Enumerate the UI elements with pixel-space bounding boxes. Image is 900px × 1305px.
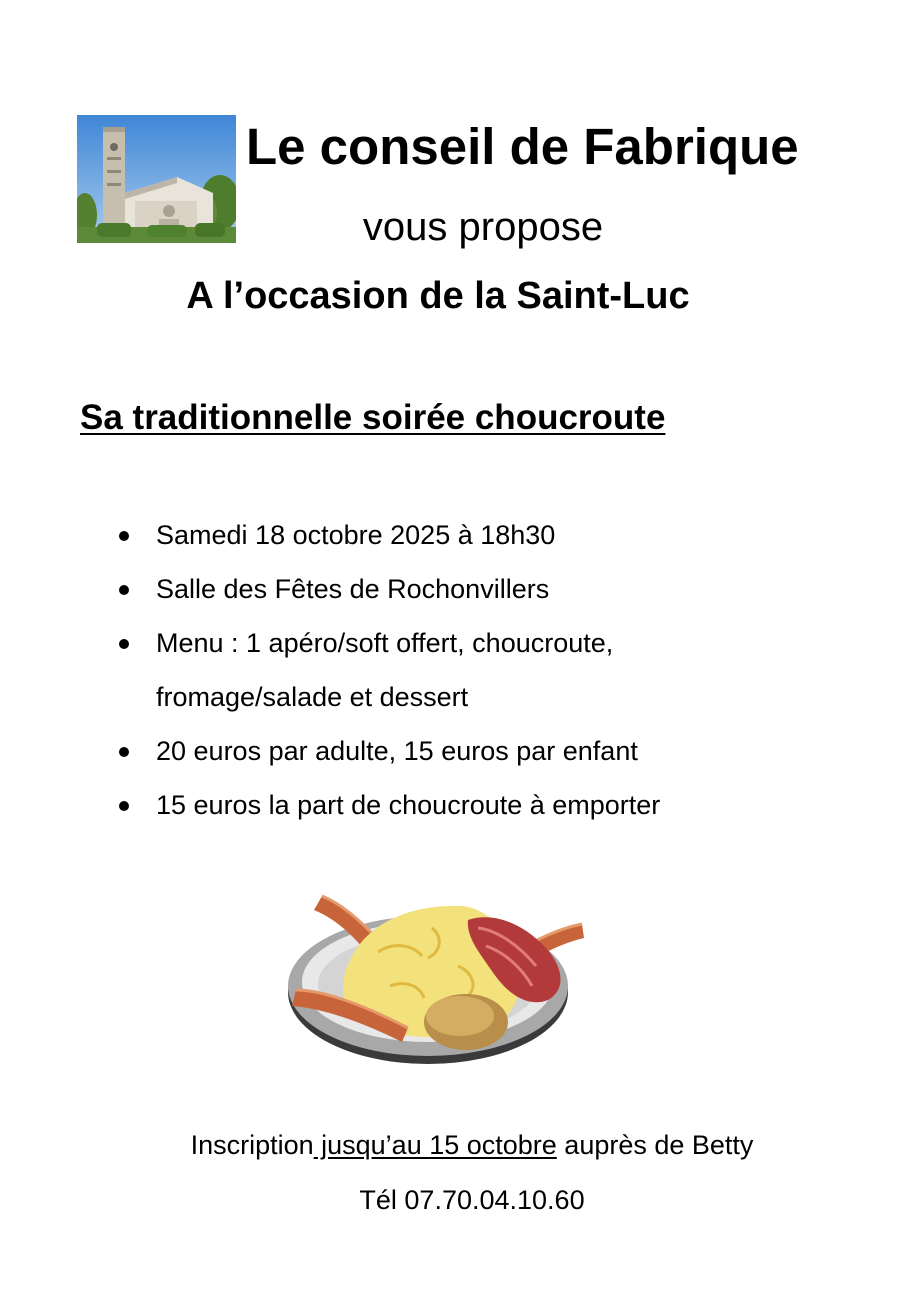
list-item	[0, 724, 736, 778]
event-takeaway: 15 euros la part de choucroute à emporter	[156, 790, 661, 820]
event-venue: Salle des Fêtes de Rochonvillers	[156, 574, 550, 604]
bullet-icon	[119, 801, 129, 811]
choucroute-plate-illustration	[282, 882, 592, 1072]
registration-info	[0, 1127, 900, 1163]
page-title: Le conseil de Fabrique	[246, 118, 799, 175]
subtitle: vous propose	[362, 205, 604, 249]
phone-number: Tél 07.70.04.10.60	[359, 1185, 585, 1215]
list-item	[0, 616, 736, 724]
list-item	[0, 778, 736, 832]
event-menu: Menu : 1 apéro/soft offert, choucroute, fromage/salade et dessert	[156, 628, 614, 712]
registration-deadline: jusqu’au 15 octobre	[313, 1130, 557, 1160]
occasion-line: A l’occasion de la Saint-Luc	[186, 275, 690, 317]
event-details-list	[0, 508, 736, 832]
registration-contact: auprès de Betty	[556, 1130, 754, 1160]
event-prices: 20 euros par adulte, 15 euros par enfant	[156, 736, 638, 766]
registration-prefix: Inscription	[190, 1130, 314, 1160]
event-heading: Sa traditionnelle soirée choucroute	[80, 398, 666, 437]
event-date: Samedi 18 octobre 2025 à 18h30	[156, 520, 556, 550]
bullet-icon	[119, 585, 129, 595]
list-item	[0, 508, 736, 562]
bullet-icon	[119, 531, 129, 541]
bullet-icon	[119, 747, 129, 757]
list-item	[0, 562, 736, 616]
bullet-icon	[119, 639, 129, 649]
